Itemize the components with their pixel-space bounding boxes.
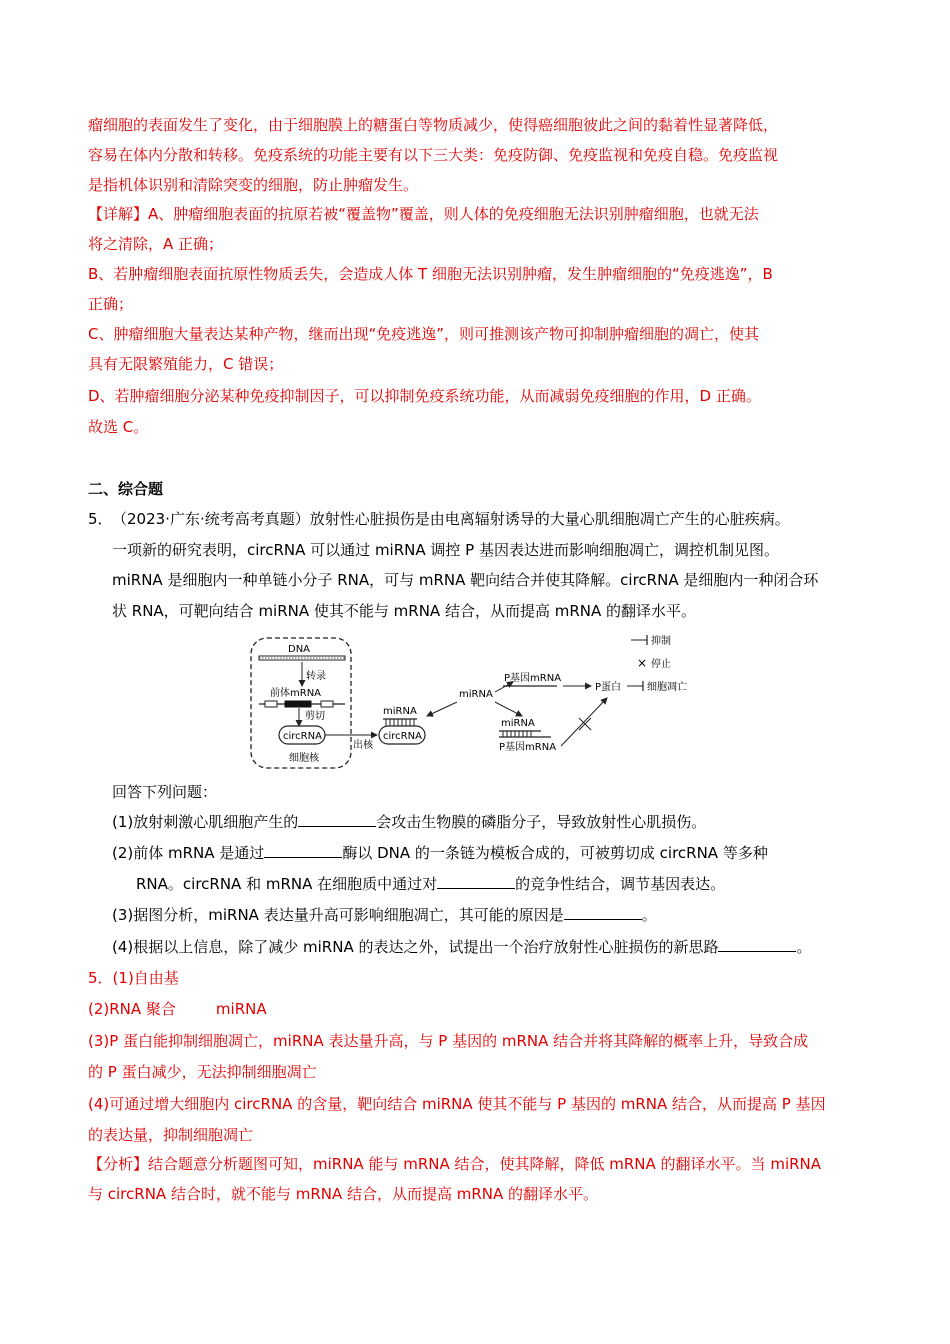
- analysis-line: 【分析】结合题意分析题图可知，miRNA 能与 mRNA 结合，使其降解，降低 mRNA 的翻译水平。当 miRNA: [88, 1155, 822, 1173]
- exit-nucleus-label: 出核: [353, 740, 373, 751]
- answer-4-line: 的表达量，抑制细胞凋亡: [88, 1126, 254, 1144]
- legend-stop-label: 停止: [651, 659, 671, 670]
- question-stem-line: miRNA 是细胞内一种单链小分子 RNA，可与 mRNA 靶向结合并使其降解。circRNA 是细胞内一种闭合环: [112, 571, 819, 589]
- answer-2: (2)RNA 聚合 miRNA: [88, 1000, 267, 1018]
- sub-question-4: (4)根据以上信息，除了减少 miRNA 的表达之外，试提出一个治疗放射性心脏损伤的新思路 。: [112, 938, 812, 956]
- answer-blank[interactable]: [564, 905, 642, 920]
- legend-stop-symbol: ×: [637, 656, 648, 670]
- text-line: 瘤细胞的表面发生了变化，由于细胞膜上的糖蛋白等物质减少，使得癌细胞彼此之间的黏着性显著降低，: [88, 116, 779, 134]
- transcribe-label: 转录: [306, 671, 326, 682]
- sub-question-1: (1)放射刺激心肌细胞产生的 会攻击生物膜的磷脂分子，导致放射性心肌损伤。: [112, 813, 707, 831]
- pre-mrna-label: 前体mRNA: [270, 688, 322, 699]
- text-line: 是指机体识别和清除突变的细胞，防止肿瘤发生。: [88, 176, 419, 194]
- question-number: 5．: [88, 510, 113, 528]
- sub-question-3: (3)据图分析，miRNA 表达量升高可影响细胞凋亡，其可能的原因是 。: [112, 906, 657, 924]
- text-line: D、若肿瘤细胞分泌某种免疫抑制因子，可以抑制免疫系统功能，从而减弱免疫细胞的作用，D 正确。: [88, 387, 761, 405]
- text-line: 【详解】A、肿瘤细胞表面的抗原若被“覆盖物”覆盖，则人体的免疫细胞无法识别肿瘤细胞，也就无法: [88, 205, 759, 223]
- answer-blank[interactable]: [718, 937, 796, 952]
- text-line: 正确；: [88, 295, 134, 313]
- text-line: 容易在体内分散和转移。免疫系统的功能主要有以下三大类：免疫防御、免疫监视和免疫自稳。免疫监视: [88, 146, 779, 164]
- text-line: B、若肿瘤细胞表面抗原性物质丢失，会造成人体 T 细胞无法识别肿瘤，发生肿瘤细胞的“免疫逃逸”，B: [88, 265, 773, 283]
- circrna-cytoplasm-label: circRNA: [383, 731, 422, 742]
- section-heading: 二、综合题: [88, 480, 164, 498]
- p-gene-mrna-label: P基因mRNA: [504, 673, 562, 684]
- apoptosis-label: 细胞凋亡: [647, 682, 687, 693]
- sub-question-2: (2)前体 mRNA 是通过 酶以 DNA 的一条链为模板合成的，可被剪切成 circRNA 等多种: [112, 844, 768, 862]
- text-line: 将之清除，A 正确；: [88, 235, 224, 253]
- circrna-label: circRNA: [283, 731, 322, 742]
- sub-question-2-cont: RNA。circRNA 和 mRNA 在细胞质中通过对 的竞争性结合，调节基因表达。: [136, 875, 726, 893]
- question-stem-line: 一项新的研究表明，circRNA 可以通过 miRNA 调控 P 基因表达进而影响细胞凋亡，调控机制见图。: [112, 541, 779, 559]
- p-gene-mrna-bound-label: P基因mRNA: [499, 742, 557, 753]
- nucleus-label: 细胞核: [289, 753, 319, 764]
- question-stem-line: 状 RNA，可靶向结合 miRNA 使其不能与 mRNA 结合，从而提高 mRNA 的翻译水平。: [112, 602, 696, 620]
- answer-4-line: (4)可通过增大细胞内 circRNA 的含量，靶向结合 miRNA 使其不能与 P 基因的 mRNA 结合，从而提高 P 基因: [88, 1095, 826, 1113]
- answer-blank[interactable]: [298, 812, 376, 827]
- answer-blank[interactable]: [437, 874, 515, 889]
- mirna-p-label: miRNA: [501, 718, 535, 729]
- legend-inhibit-label: 抑制: [651, 636, 671, 647]
- answer-3-line: 的 P 蛋白减少，无法抑制细胞凋亡: [88, 1063, 317, 1081]
- text-line: C、肿瘤细胞大量表达某种产物，继而出现“免疫逃逸”，则可推测该产物可抑制肿瘤细胞的凋亡，使其: [88, 325, 760, 343]
- answer-blank[interactable]: [264, 843, 342, 858]
- p-protein-label: P蛋白: [595, 682, 622, 693]
- question-stem-line: （2023·广东·统考高考真题）放射性心脏损伤是由电离辐射诱导的大量心肌细胞凋亡产生的心脏疾病。: [112, 510, 790, 528]
- cut-label: 剪切: [305, 711, 325, 722]
- mirna-free-label: miRNA: [459, 689, 493, 700]
- text-line: 故选 C。: [88, 418, 149, 436]
- mirna-bound-label: miRNA: [383, 706, 417, 717]
- question-prompt: 回答下列问题：: [112, 783, 218, 801]
- answer-1: 5．(1)自由基: [88, 969, 179, 987]
- text-line: 具有无限繁殖能力，C 错误；: [88, 355, 284, 373]
- analysis-line: 与 circRNA 结合时，就不能与 mRNA 结合，从而提高 mRNA 的翻译水平。: [88, 1185, 599, 1203]
- answer-3-line: (3)P 蛋白能抑制细胞凋亡，miRNA 表达量升高，与 P 基因的 mRNA 结合并将其降解的概率上升，导致合成: [88, 1032, 809, 1050]
- dna-label: DNA: [288, 644, 311, 655]
- mechanism-diagram: [245, 630, 715, 772]
